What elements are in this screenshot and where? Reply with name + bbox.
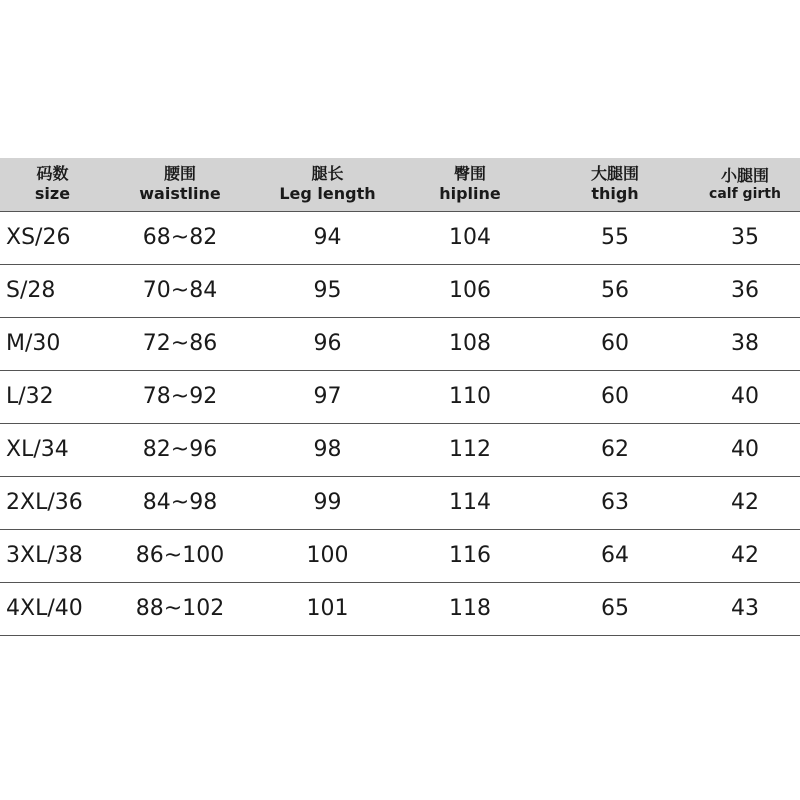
- cell-thigh: 60: [540, 370, 690, 423]
- table-row: [0, 264, 800, 317]
- header-calf-girth: [690, 158, 800, 211]
- cell-size: XS/26: [0, 211, 105, 264]
- cell-calf-girth: 42: [690, 529, 800, 582]
- cell-size: 4XL/40: [0, 582, 105, 635]
- cell-hipline: 106: [400, 264, 540, 317]
- header-hipline-cn: 臀围: [453, 164, 486, 184]
- cell-thigh: 64: [540, 529, 690, 582]
- cell-calf-girth: 43: [690, 582, 800, 635]
- cell-waistline: 88~102: [105, 582, 255, 635]
- cell-leg-length: 97: [255, 370, 400, 423]
- cell-thigh: 56: [540, 264, 690, 317]
- cell-hipline: 114: [400, 476, 540, 529]
- cell-leg-length: 96: [255, 317, 400, 370]
- cell-leg-length: 98: [255, 423, 400, 476]
- cell-waistline: 86~100: [105, 529, 255, 582]
- cell-hipline: 112: [400, 423, 540, 476]
- cell-calf-girth: 38: [690, 317, 800, 370]
- size-chart-table: [0, 158, 800, 636]
- header-size-en: size: [34, 184, 71, 204]
- table-row: [0, 370, 800, 423]
- header-hipline-en: hipline: [439, 184, 501, 204]
- cell-waistline: 84~98: [105, 476, 255, 529]
- table-row: [0, 476, 800, 529]
- cell-hipline: 108: [400, 317, 540, 370]
- header-hipline: [400, 158, 540, 211]
- cell-size: L/32: [0, 370, 105, 423]
- header-size-cn: 码数: [36, 164, 69, 184]
- cell-size: 3XL/38: [0, 529, 105, 582]
- cell-thigh: 65: [540, 582, 690, 635]
- cell-waistline: 68~82: [105, 211, 255, 264]
- cell-leg-length: 101: [255, 582, 400, 635]
- cell-size: 2XL/36: [0, 476, 105, 529]
- cell-waistline: 70~84: [105, 264, 255, 317]
- cell-waistline: 72~86: [105, 317, 255, 370]
- header-leg-length: [255, 158, 400, 211]
- cell-calf-girth: 35: [690, 211, 800, 264]
- cell-calf-girth: 40: [690, 423, 800, 476]
- header-waistline-cn: 腰围: [163, 164, 196, 184]
- cell-leg-length: 99: [255, 476, 400, 529]
- header-leg-length-cn: 腿长: [311, 164, 344, 184]
- table-row: [0, 423, 800, 476]
- cell-thigh: 62: [540, 423, 690, 476]
- cell-hipline: 116: [400, 529, 540, 582]
- cell-leg-length: 95: [255, 264, 400, 317]
- header-waistline: [105, 158, 255, 211]
- cell-thigh: 63: [540, 476, 690, 529]
- cell-size: XL/34: [0, 423, 105, 476]
- cell-calf-girth: 42: [690, 476, 800, 529]
- cell-size: M/30: [0, 317, 105, 370]
- header-thigh-cn: 大腿围: [590, 164, 639, 184]
- cell-thigh: 55: [540, 211, 690, 264]
- cell-waistline: 82~96: [105, 423, 255, 476]
- table-row: [0, 317, 800, 370]
- cell-hipline: 110: [400, 370, 540, 423]
- table-row: [0, 211, 800, 264]
- cell-leg-length: 100: [255, 529, 400, 582]
- cell-calf-girth: 40: [690, 370, 800, 423]
- cell-hipline: 104: [400, 211, 540, 264]
- cell-leg-length: 94: [255, 211, 400, 264]
- table-row: [0, 582, 800, 635]
- cell-hipline: 118: [400, 582, 540, 635]
- cell-thigh: 60: [540, 317, 690, 370]
- header-calf-girth-en: calf girth: [709, 185, 781, 202]
- header-leg-length-en: Leg length: [279, 184, 376, 204]
- header-thigh-en: thigh: [591, 184, 639, 204]
- header-calf-girth-cn: 小腿围: [720, 165, 769, 185]
- header-size: [0, 158, 105, 211]
- cell-size: S/28: [0, 264, 105, 317]
- cell-calf-girth: 36: [690, 264, 800, 317]
- header-waistline-en: waistline: [139, 184, 221, 204]
- header-thigh: [540, 158, 690, 211]
- cell-waistline: 78~92: [105, 370, 255, 423]
- table-row: [0, 529, 800, 582]
- header-row: [0, 158, 800, 211]
